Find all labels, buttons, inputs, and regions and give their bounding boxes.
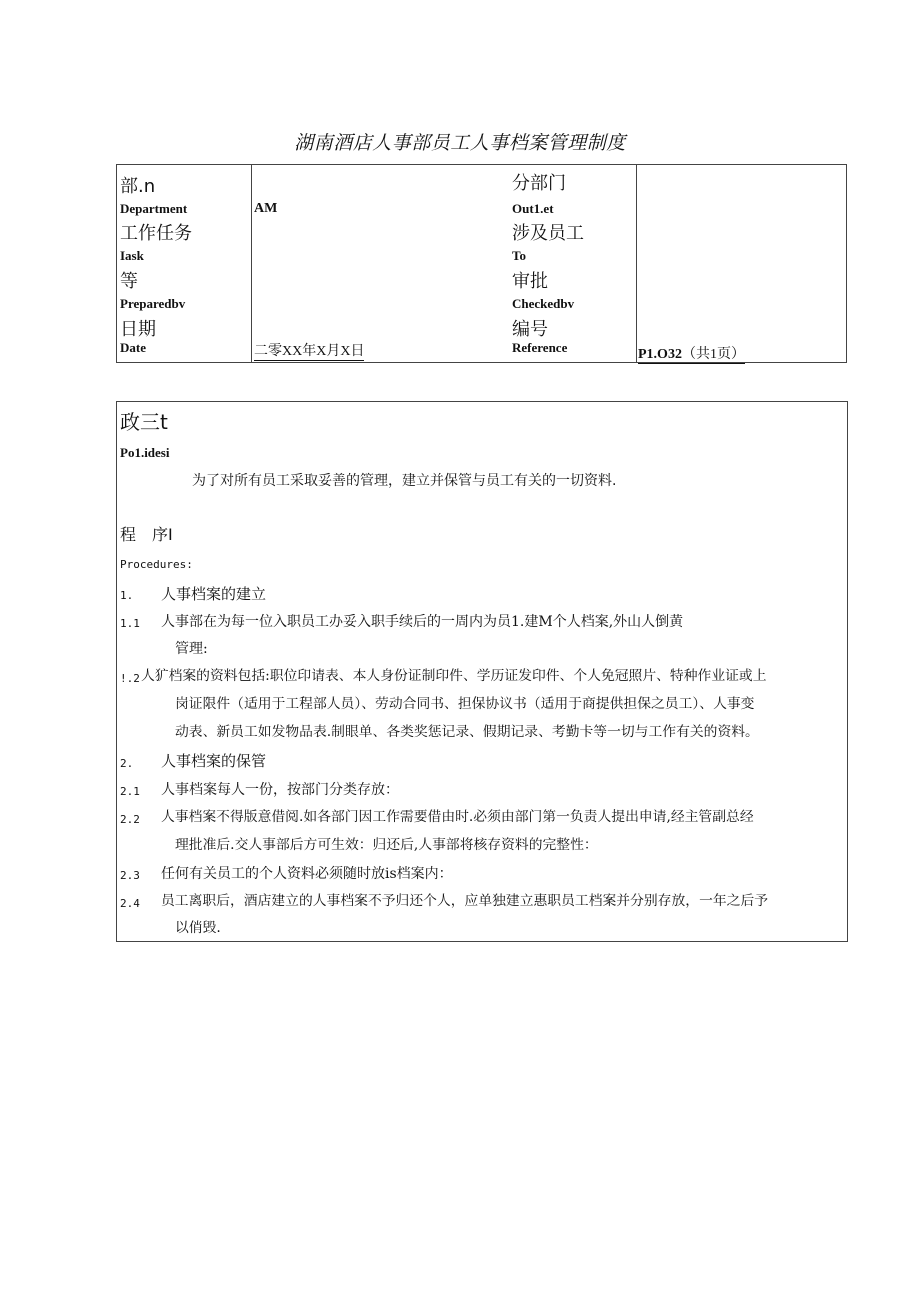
header-table [116, 164, 847, 363]
document-title: 湖南酒店人事部员工人事档案管理制度 [294, 132, 626, 154]
policy-procedure-box [116, 401, 848, 942]
item-number: !.2 [120, 672, 140, 685]
item-text: 人事档案不得版意借阅.如各部门因工作需要借由时.必须由部门第一负责人提出申请,经主管副总经 [161, 809, 754, 825]
section-number: 1. [120, 589, 134, 602]
item-text: 岗证限件（适用于工程部人员）、劳动合同书、担保协议书（适用于商提供担保之员工）、人事变 [175, 696, 755, 712]
section-number: 2. [120, 757, 134, 770]
task-label-zh: 工作任务 [120, 223, 192, 244]
reference-value [638, 345, 745, 364]
table-divider [251, 165, 252, 362]
item-number: 2.2 [120, 813, 140, 826]
date-label-en: Date [120, 340, 146, 355]
table-divider [636, 165, 637, 362]
prepared-label-zh: 等 [120, 271, 138, 292]
checked-label-zh: 审批 [512, 271, 548, 292]
item-number: 2.4 [120, 897, 140, 910]
checked-label-en: Checkedbv [512, 296, 575, 311]
item-text: 任何有关员工的个人资料必须随时放is档案内： [161, 866, 453, 882]
reference-pages: （共1页） [681, 347, 745, 362]
involved-label-zh: 涉及员工 [512, 223, 584, 244]
reference-label-zh: 编号 [512, 319, 548, 340]
policy-heading-zh: 政三t [120, 410, 168, 434]
outlet-label-zh: 分部门 [512, 173, 566, 194]
procedures-heading-zh: 程 序I [120, 525, 173, 544]
item-text: 人事部在为每一位入职员工办妥入职手续后的一周内为员1.建M个人档案,外山人倒黄 [161, 614, 684, 630]
item-number: 1.1 [120, 617, 140, 630]
item-text: 人犷档案的资料包括:职位印请表、本人身份证制印件、学历证发印件、个人免冠照片、特种作业证或上 [141, 668, 767, 684]
item-number: 2.1 [120, 785, 140, 798]
department-value: AM [254, 201, 278, 216]
item-text: 理批准后.交人事部后方可生效：归还后,人事部将核存资料的完整性： [175, 837, 598, 853]
item-text: 员工离职后，酒店建立的人事档案不予归还个人，应单独建立惠职员工档案并分别存放，一年之后予 [161, 893, 769, 909]
procedures-heading-en: Procedures: [120, 558, 193, 571]
department-label-en: Department [120, 201, 188, 216]
department-label-zh: 部.n [120, 176, 156, 197]
outlet-label-en: Out1.et [512, 201, 554, 216]
section-title: 人事档案的保管 [161, 752, 267, 770]
policy-heading-en: Po1.idesi [120, 445, 170, 460]
date-label-zh: 日期 [120, 319, 156, 340]
item-text: 以俏毁. [175, 920, 221, 936]
item-number: 2.3 [120, 869, 140, 882]
policy-text: 为了对所有员工采取妥善的管理，建立并保管与员工有关的一切资料. [192, 473, 617, 489]
item-text: 动表、新员工如发物品表.制眼单、各类奖惩记录、假期记录、考勤卡等一切与工作有关的资料。 [175, 724, 759, 740]
date-value: 二零XX年X月X日 [254, 344, 365, 359]
item-text: 管理: [175, 641, 208, 657]
prepared-label-en: Preparedbv [120, 296, 186, 311]
task-label-en: Iask [120, 248, 144, 263]
involved-label-en: To [512, 248, 526, 263]
reference-code: P1.O32 [638, 347, 682, 362]
item-text: 人事档案每人一份，按部门分类存放： [161, 782, 399, 798]
reference-label-en: Reference [512, 340, 568, 355]
section-title: 人事档案的建立 [161, 585, 267, 603]
